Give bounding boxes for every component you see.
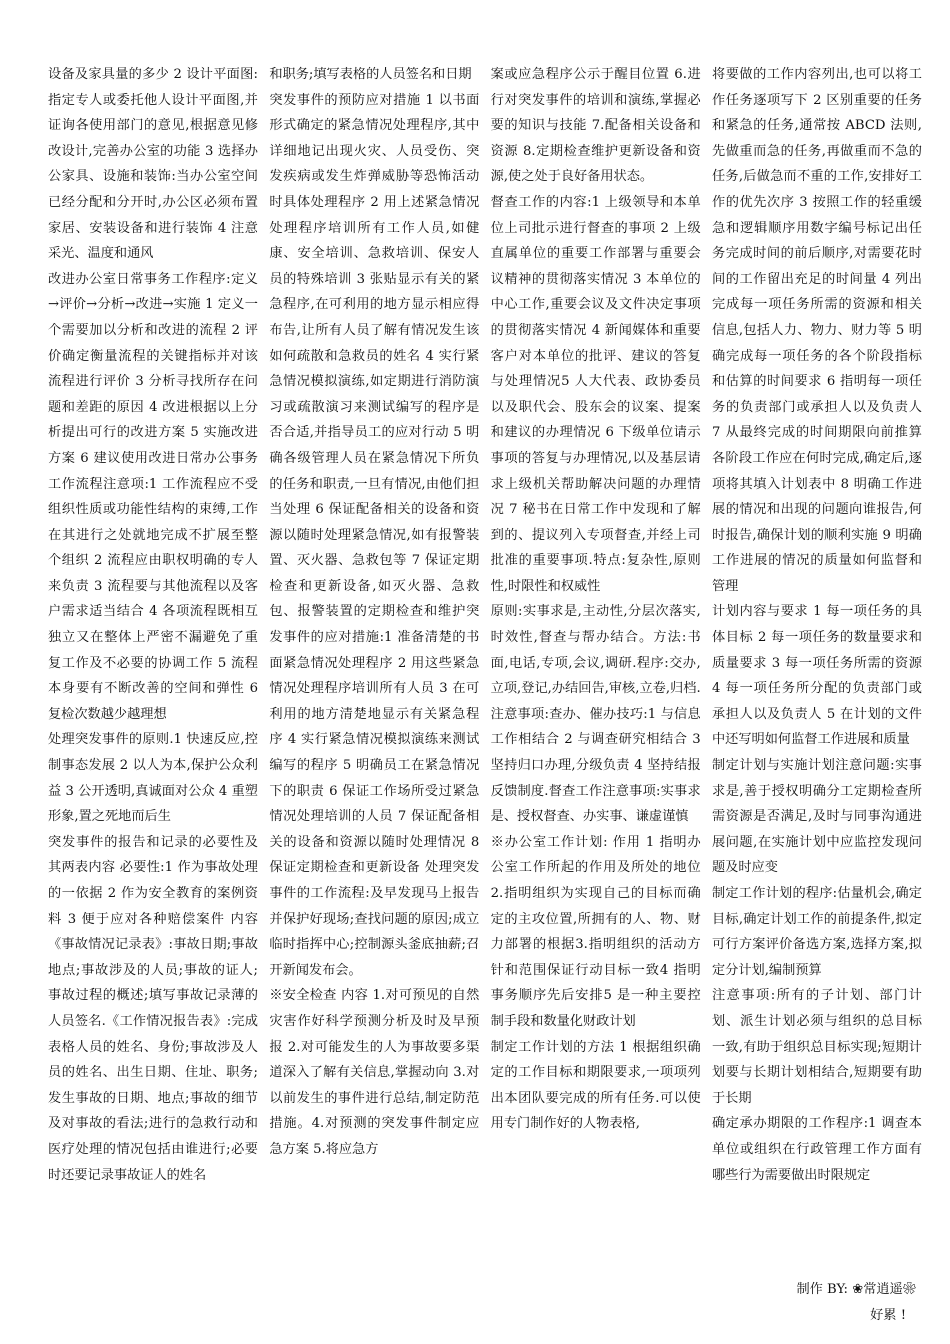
- text-column-4: [712, 62, 922, 1277]
- paragraph: 突发事件的报告和记录的必要性及其两表内容 必要性:1 作为事故处理的一依据 2 作为安全教育的案例资料 3 便于应对各种赔偿案件 内容《事故情况记录表》:事故日期;事故地点;事故涉及的人员;事故的证人;事故过程的概述;填写事故记录薄的人员签名.《工作情况报告表》:完成表格人员的姓名、身份;事故涉及人员的姓名、出生日期、住址、职务;发生事故的日期、地点;事故的细节及对事故的看法;进行的急救行动和医疗处理的情况包括由谁进行;必要时还要记录事故证人的姓名: [48, 834, 258, 1183]
- paragraph: 制定计划与实施计划注意问题:实事求是,善于授权明确分工定期检查所需资源是否满足,及时与同事沟通进展问题,在实施计划中应监控发现问题及时应变: [711, 758, 922, 876]
- paragraph: 处理突发事件的原则.1 快速反应,控制事态发展 2 以人为本,保护公众利益 3 公开透明,真诚面对公众 4 重塑形象,置之死地而后生: [48, 732, 258, 825]
- paragraph: 设备及家具量的多少 2 设计平面图:指定专人或委托他人设计平面图,并证询各使用部门的意见,根据意见修改设计,完善办公室的功能 3 选择办公家具、设施和装饰:当办公室空间已经分配和分开时,办公区必须布置家居、安装设备和进行装饰 4 注意采光、温度和通风: [48, 67, 258, 262]
- paragraph: ※安全检查 内容 1.对可预见的自然灾害作好科学预测分析及时及早预报 2.对可能发生的人为事故要多渠道深入了解有关信息,掌握动向 3.对以前发生的事件进行总结,制定防范措施。4.对预测的突发事件制定应急方案 5.将应急方: [269, 988, 480, 1157]
- paragraph: 计划内容与要求 1 每一项任务的具体目标 2 每一项任务的数量要求和质量要求 3 每一项任务所需的资源 4 每一项任务所分配的负责部门或承担人以及负责人 5 在计划的文件中还写明如何监督工作进展和质量: [711, 604, 922, 748]
- paragraph: 督查工作的内容:1 上级领导和本单位上司批示进行督查的事项 2 上级直属单位的重要工作部署与重要会议精神的贯彻落实情况 3 本单位的中心工作,重要会议及文件决定事项的贯彻落实情况 4 新闻媒体和重要客户对本单位的批评、建议的答复与处理情况5 人大代表、政协委员以及职代会、股东会的议案、提案和建议的办理情况 6 下级单位请示事项的答复与办理情况,以及基层请求上级机关帮助解决问题的办理情况 7 秘书在日常工作中发现和了解到的、提议列入专项督查,并经上司批准的重要事项.特点:复杂性,原则性,时限性和权威性: [490, 194, 701, 594]
- credit-note: 好累 !: [870, 1307, 906, 1323]
- paragraph: 制定工作计划的程序:估量机会,确定目标,确定计划工作的前提条件,拟定可行方案评价备选方案,选择方案,拟定分计划,编制预算: [711, 886, 922, 978]
- paragraph: 突发事件的预防应对措施 1 以书面形式确定的紧急情况处理程序,其中详细地记出现火灾、人员受伤、突发疾病或发生炸弹威胁等恐怖活动时具体处理程序 2 用上述紧急情况处理程序培训所有工作人员,如健康、安全培训、急救培训、保安人员的特殊培训 3 张贴显示有关的紧急程序,在可利用的地方显示相应得布告,让所有人员了解有情况发生该如何疏散和急救员的姓名 4 实行紧急情况模拟演练,如定期进行消防演习或疏散演习来测试编写的程序是否合适,并指导员工的应对行动 5 明确各级管理人员在紧急情况下所负的任务和职责,一旦有情况,由他们担当处理 6 保证配备相关的设备和资源以随时处理紧急情况,如有报警装置、灭火器、急救包等 7 保证定期检查和更新设备,如灭火器、急救包、报警装置的定期检查和维护突发事件的应对措施:1 准备清楚的书面紧急情况处理程序 2 用这些紧急情况处理程序培训所有人员 3 在可利用的地方清楚地显示有关紧急程序 4 实行紧急情况模拟演练来测试编写的程序 5 明确员工在紧急情况下的职责 6 保证工作场所受过紧急情况处理培训的人员 7 保证配备相关的设备和资源以随时处理情况 8 保证定期检查和更新设备 处理突发事件的工作流程:及早发现马上报告并保护好现场;查找问题的原因;成立临时指挥中心;控制源头釜底抽薪;召开新闻发布会。: [269, 92, 480, 978]
- paragraph: 原则:实事求是,主动性,分层次落实,时效性,督查与帮办结合。方法:书面,电话,专项,会议,调研.程序:交办,立项,登记,办结回告,审核,立卷,归档.注意事项:查办、催办技巧:1 与信息工作相结合 2 与调查研究相结合 3 坚持归口办理,分级负责 4 坚持结报反馈制度.督查工作注意事项:实事求是、授权督查、办实事、谦虚谨慎: [490, 604, 701, 825]
- paragraph: 将要做的工作内容列出,也可以将工作任务逐项写下 2 区别重要的任务和紧急的任务,通常按 ABCD 法则,先做重而急的任务,再做重而不急的任务,后做急而不重的工作,安排好工作的优先次序 3 按照工作的轻重缓急和逻辑顺序用数字编号标记出任务完成时间的前后顺序,对需要花时间的工作留出充足的时间量 4 列出完成每一项任务所需的资源和相关信息,包括人力、物力、财力等 5 明确完成每一项任务的各个阶段指标和估算的时间要求 6 指明每一项任务的负责部门或承担人以及负责人 7 从最终完成的时间期限向前推算各阶段工作应在何时完成,确定后,逐项将其填入计划表中 8 明确工作进展的情况和出现的问题向谁报告,何时报告,确保计划的顺利实施 9 明确工作进展的情况的质量如何监督和管理: [711, 67, 922, 594]
- paragraph: 确定承办期限的工作程序:1 调查本单位或组织在行政管理工作方面有哪些行为需要做出时限规定: [711, 1116, 922, 1183]
- text-column-1: [48, 62, 258, 1277]
- paragraph: 注意事项:所有的子计划、部门计划、派生计划必须与组织的总目标一致,有助于组织总目标实现;短期计划要与长期计划相结合,短期要有助于长期: [711, 988, 922, 1106]
- paragraph: 案或应急程序公示于醒目位置 6.进行对突发事件的培训和演练,掌握必要的知识与技能 7.配备相关设备和资源 8.定期检查维护更新设备和资源,使之处于良好备用状态。: [490, 67, 701, 185]
- paragraph: ※办公室工作计划: 作用 1 指明办公室工作所起的作用及所处的地位 2.指明组织为实现自己的目标而确定的主攻位置,所拥有的人、物、财力部署的根据3.指明组织的活动方针和范围保证行动目标一致4 指明事务顺序先后安排5 是一种主要控制手段和数量化财政计划: [490, 834, 701, 1029]
- paragraph: 和职务;填写表格的人员签名和日期: [269, 67, 472, 82]
- credit-line: 制作 BY: ❀常逍遥❀: [796, 1282, 916, 1297]
- author-credit: [796, 1277, 916, 1328]
- text-column-3: [491, 62, 701, 1277]
- document-page: [48, 62, 922, 1277]
- paragraph: 改进办公室日常事务工作程序:定义→评价→分析→改进→实施 1 定义一个需要加以分析和改进的流程 2 评价确定衡量流程的关键指标并对该流程进行评价 3 分析寻找所存在问题和差距的原因 4 改进根据以上分析提出可行的改进方案 5 实施改进方案 6 建议使用改进日常办公事务工作流程注意项:1 工作流程应不受组织性质或功能性结构的束缚,工作在其进行之处就地完成不扩展至整个组织 2 流程应由职权明确的专人来负责 3 流程要与其他流程以及客户需求适当结合 4 各项流程既相互独立又在整体上严密不漏避免了重复工作及不必要的协调工作 5 流程本身要有不断改善的空间和弹性 6 复检次数越少越理想: [48, 271, 258, 722]
- paragraph: 制定工作计划的方法 1 根据组织确定的工作目标和期限要求,一项项列出本团队要完成的所有任务.可以使用专门制作好的人物表格,: [490, 1039, 701, 1132]
- text-column-2: [269, 62, 479, 1277]
